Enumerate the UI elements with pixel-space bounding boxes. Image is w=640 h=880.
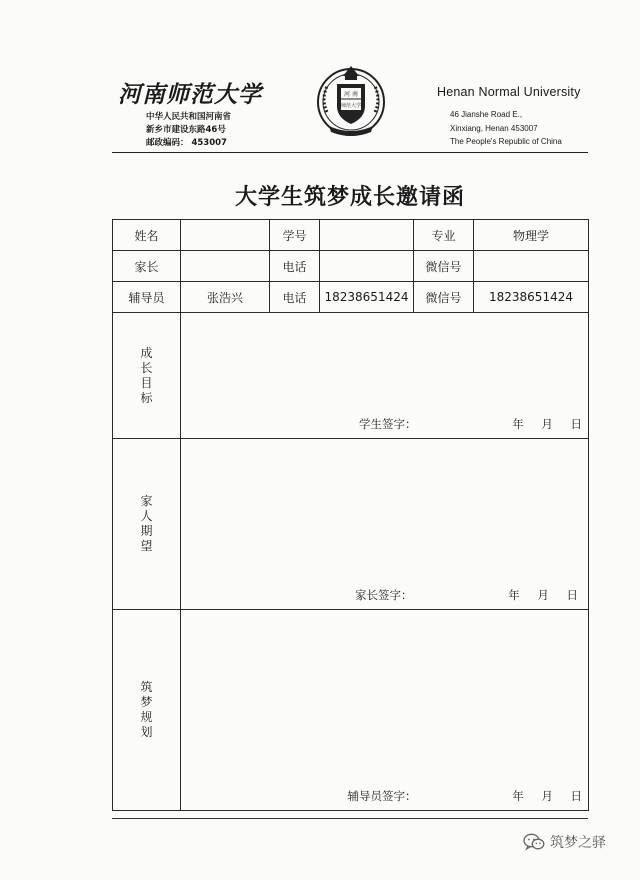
seal-text-top: 河 南 (344, 91, 358, 98)
address-cn-line: 新乡市建设东路46号 (146, 125, 226, 135)
table-row (113, 220, 589, 251)
address-en-line: 46 Jianshe Road E., (450, 110, 523, 119)
major-value: 物理学 (474, 220, 589, 251)
parent-signature-line (355, 587, 578, 603)
watermark-text: 筑梦之驿 (550, 835, 606, 851)
parent-phone-field[interactable] (320, 251, 414, 282)
month-label: 月 (541, 789, 553, 803)
growth-goal-field[interactable] (181, 313, 589, 439)
student-signature-label: 学生签字： (359, 417, 417, 431)
parent-wechat-field[interactable] (474, 251, 589, 282)
table-row (113, 313, 589, 439)
parent-wechat-label: 微信号 (414, 251, 474, 282)
name-field[interactable] (181, 220, 270, 251)
document-title: 大学生筑梦成长邀请函 (234, 185, 465, 210)
month-label: 月 (537, 588, 549, 602)
letterhead-divider (112, 152, 588, 153)
dream-plan-field[interactable] (181, 610, 589, 811)
month-label: 月 (541, 417, 553, 431)
parent-signature-label: 家长签字： (355, 588, 413, 602)
counselor-wechat-label: 微信号 (414, 282, 474, 313)
family-expectation-label-cell (113, 439, 181, 610)
counselor-label: 辅导员 (113, 282, 181, 313)
seal-text-bottom: 师范大学 (340, 103, 362, 109)
counselor-phone-label: 电话 (270, 282, 320, 313)
year-label: 年 (512, 417, 524, 431)
counselor-signature-label: 辅导员签字： (347, 789, 417, 803)
counselor-value: 张浩兴 (181, 282, 270, 313)
counselor-wechat-value: 18238651424 (474, 282, 589, 313)
table-row (113, 282, 589, 313)
wechat-icon (523, 833, 545, 851)
family-expectation-field[interactable] (181, 439, 589, 610)
account-watermark (523, 832, 606, 852)
family-expectation-label: 家人期望 (140, 494, 153, 553)
parent-phone-label: 电话 (270, 251, 320, 282)
table-row (113, 610, 589, 811)
footer-divider (112, 818, 588, 819)
student-signature-line (359, 416, 582, 432)
dream-plan-label: 筑梦规划 (140, 680, 153, 739)
name-label: 姓名 (113, 220, 181, 251)
student-id-field[interactable] (320, 220, 414, 251)
address-cn-line: 邮政编码： 453007 (146, 138, 227, 148)
day-label: 日 (566, 588, 578, 602)
growth-goal-label-cell (113, 313, 181, 439)
day-label: 日 (570, 789, 582, 803)
university-logo-cn: 河南师范大学 (118, 81, 262, 108)
parent-field[interactable] (181, 251, 270, 282)
address-cn (146, 111, 231, 150)
address-en-line: The People's Republic of China (450, 137, 562, 146)
address-cn-line: 中华人民共和国河南省 (146, 112, 232, 122)
year-label: 年 (508, 588, 520, 602)
address-en-line: Xinxiang, Henan 453007 (450, 123, 538, 133)
major-label: 专业 (414, 220, 474, 251)
address-en (450, 108, 562, 149)
counselor-signature-line (348, 788, 582, 804)
university-seal-icon (313, 62, 389, 138)
dream-plan-label-cell (113, 610, 181, 811)
invitation-form-table (112, 219, 589, 811)
parent-label: 家长 (113, 251, 181, 282)
growth-goal-label: 成长目标 (140, 345, 153, 405)
student-id-label: 学号 (270, 220, 320, 251)
counselor-phone-value: 18238651424 (320, 282, 414, 313)
day-label: 日 (570, 417, 582, 431)
table-row (113, 439, 589, 610)
university-name-en: Henan Normal University (437, 85, 581, 99)
table-row (113, 251, 589, 282)
year-label: 年 (512, 789, 524, 803)
